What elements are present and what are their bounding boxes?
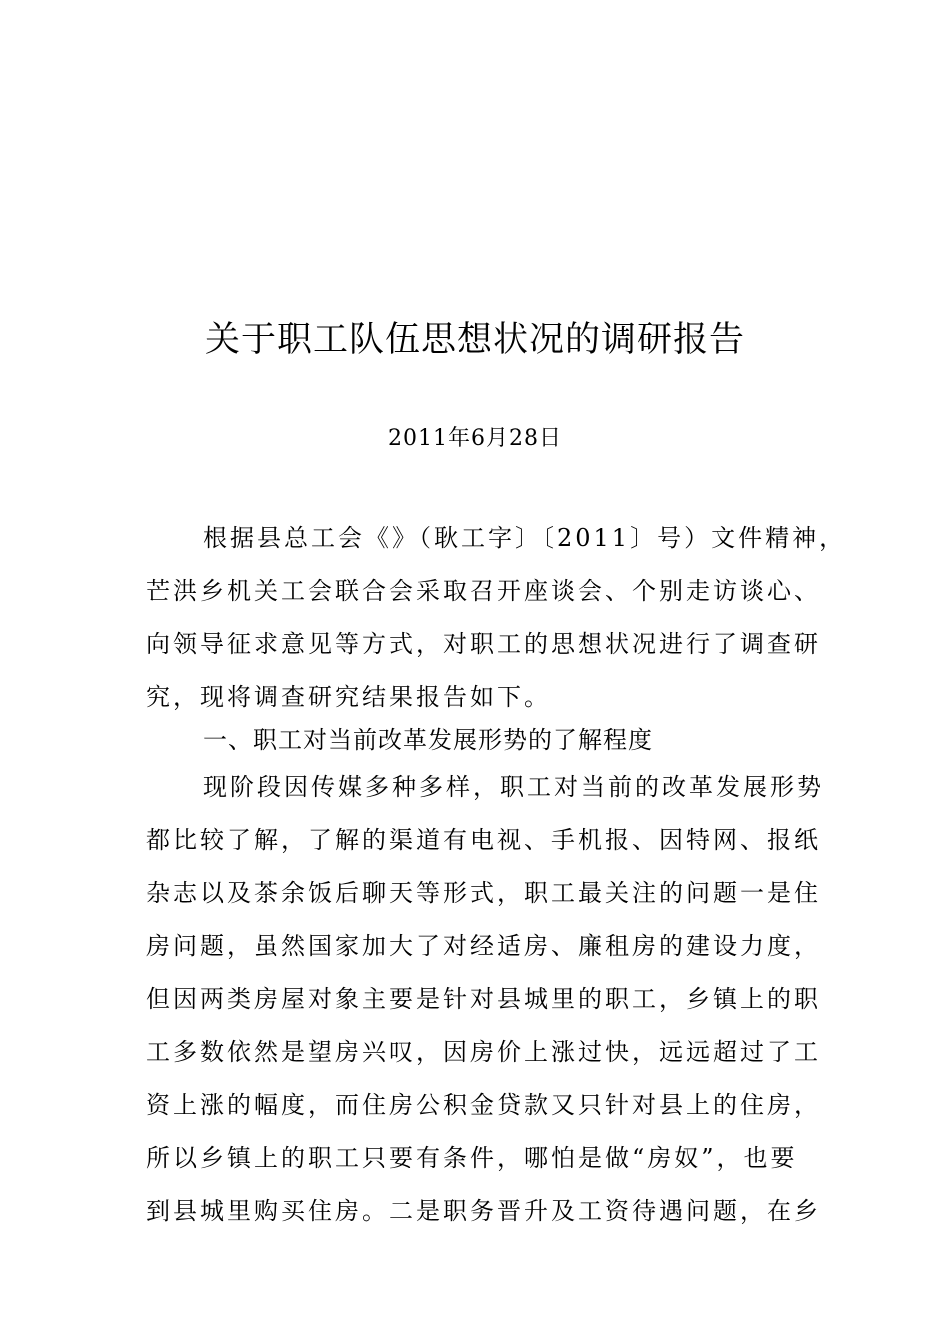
document-date: 2011年6月28日 bbox=[388, 426, 562, 451]
paragraph-line: 现阶段因传媒多种多样，职工对当前的改革发展形势 bbox=[203, 773, 824, 801]
paragraph-line: 究，现将调查研究结果报告如下。 bbox=[146, 683, 551, 711]
paragraph-line: 所以乡镇上的职工只要有条件，哪怕是做“房奴”，也要 bbox=[146, 1144, 798, 1172]
intro-paragraph bbox=[146, 512, 847, 724]
section-paragraph bbox=[146, 761, 824, 1238]
section-heading-block bbox=[146, 714, 816, 767]
paragraph-line: 但因两类房屋对象主要是针对县城里的职工，乡镇上的职 bbox=[146, 985, 821, 1013]
paragraph-line: 工多数依然是望房兴叹，因房价上涨过快，远远超过了工 bbox=[146, 1038, 821, 1066]
section-heading: 一、职工对当前改革发展形势的了解程度 bbox=[203, 726, 653, 754]
paragraph-line: 杂志以及茶余饭后聊天等形式，职工最关注的问题一是住 bbox=[146, 879, 821, 907]
paragraph-line: 根据县总工会《》（耿工字〕〔2011〕号）文件精神， bbox=[203, 524, 847, 552]
paragraph-line: 到县城里购买住房。二是职务晋升及工资待遇问题，在乡 bbox=[146, 1197, 821, 1225]
paragraph-line: 资上涨的幅度，而住房公积金贷款又只针对县上的住房， bbox=[146, 1091, 821, 1119]
paragraph-line: 房问题，虽然国家加大了对经适房、廉租房的建设力度， bbox=[146, 932, 821, 960]
document-title: 关于职工队伍思想状况的调研报告 bbox=[204, 320, 745, 360]
paragraph-line: 向领导征求意见等方式，对职工的思想状况进行了调查研 bbox=[146, 630, 821, 658]
paragraph-line: 都比较了解，了解的渠道有电视、手机报、因特网、报纸 bbox=[146, 826, 821, 854]
paragraph-line: 芒洪乡机关工会联合会采取召开座谈会、个别走访谈心、 bbox=[146, 577, 821, 605]
